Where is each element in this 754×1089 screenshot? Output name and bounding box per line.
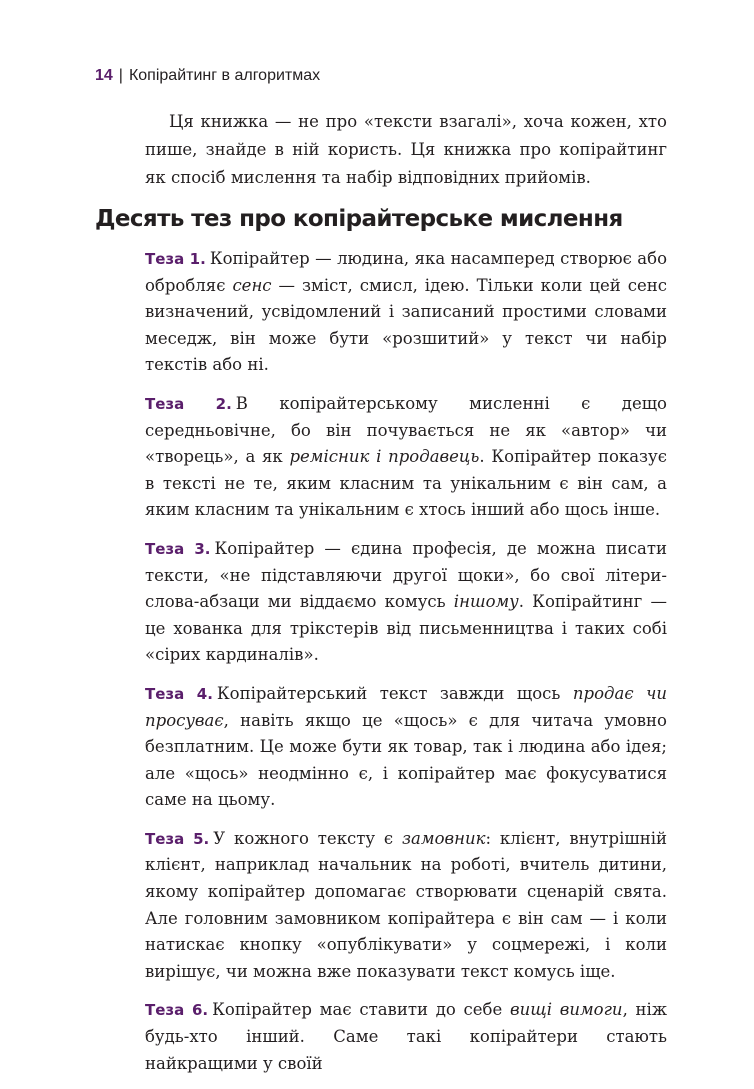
book-title: Копірайтинг в алгоритмах (128, 67, 321, 84)
thesis-paragraph (145, 246, 667, 379)
thesis-text: Копірайтер має ставити до себе (212, 1000, 510, 1020)
section-heading: Десять тез про копірайтерське мислення (95, 206, 623, 232)
thesis-emphasis: продає чи просуває (145, 683, 668, 730)
intro-paragraph: Ця книжка — не про «тексти взагалі», хоча кожен, хто пише, знайде в ній користь. Ця книжка про копірайтинг як спосіб мислення та набір відповідних прийомів. (145, 112, 667, 187)
thesis-label: Теза 4. (145, 684, 213, 703)
thesis-paragraph (145, 997, 667, 1077)
thesis-label: Теза 2. (145, 394, 232, 413)
page-number: 14 (95, 67, 113, 84)
thesis-paragraph (145, 536, 667, 669)
thesis-text: — зміст, смисл, ідею. Тільки коли цей сенс визначений, усвідомлений і записаний простими словами меседж, він може бути «розшитий» у текст чи набір текстів або ні. (145, 275, 667, 375)
thesis-paragraph (145, 826, 667, 986)
thesis-text: . Копірайтер показує в тексті не те, яким класним та унікальним є він сам, а яким класним та унікальним є хтось інший або щось інше. (145, 447, 667, 520)
thesis-emphasis: вищі вимоги (509, 1000, 623, 1020)
thesis-paragraph (145, 391, 667, 524)
thesis-paragraph (145, 681, 667, 814)
thesis-text: Копірайтерський текст завжди щось (216, 683, 573, 703)
thesis-text: , ніж будь-хто інший. Саме такі копірайтери стають найкращими у своїй (145, 1000, 668, 1073)
header-separator: | (118, 67, 123, 84)
theses-list (145, 246, 667, 1089)
thesis-emphasis: іншому (453, 592, 519, 612)
thesis-text: В копірайтерському мисленні є дещо середньовічне, бо він почувається не як «автор» чи «творець», а як (145, 393, 667, 467)
thesis-emphasis: сенс (232, 275, 272, 295)
thesis-text: . Копірайтинг — це хованка для трікстерів від письменництва і таких собі «сірих кардиналів». (145, 592, 667, 665)
thesis-text: Копірайтер — єдина професія, де можна писати тексти, «не підставляючи другої щоки», бо свої літери-слова-абзаци ми віддаємо комусь (145, 538, 668, 612)
thesis-text: , навіть якщо це «щось» є для читача умовно безплатним. Це може бути як товар, так і людина або ідея; але «щось» неодмінно є, і копірайтер має фокусуватися саме на цьому. (145, 710, 667, 810)
thesis-label: Теза 6. (145, 1001, 209, 1020)
running-header (95, 66, 320, 86)
thesis-label: Теза 5. (145, 829, 210, 848)
thesis-text: : клієнт, внутрішній клієнт, наприклад начальник на роботі, вчитель дитини, якому копірайтер допомагає створювати сценарій свята. Але головним замовником копірайтера є він сам — і коли натискає кнопку «опублікувати» у соцмережі, і коли вирішує, чи можна вже показувати текст комусь іще. (145, 828, 667, 981)
thesis-emphasis: замовник (402, 828, 486, 848)
thesis-text: Копірайтер — людина, яка насамперед створює або обробляє (145, 249, 668, 295)
thesis-text: У кожного тексту є (213, 828, 403, 848)
thesis-emphasis: ремісник і продавець (289, 447, 480, 467)
thesis-label: Теза 1. (145, 250, 206, 268)
thesis-label: Теза 3. (145, 539, 211, 558)
